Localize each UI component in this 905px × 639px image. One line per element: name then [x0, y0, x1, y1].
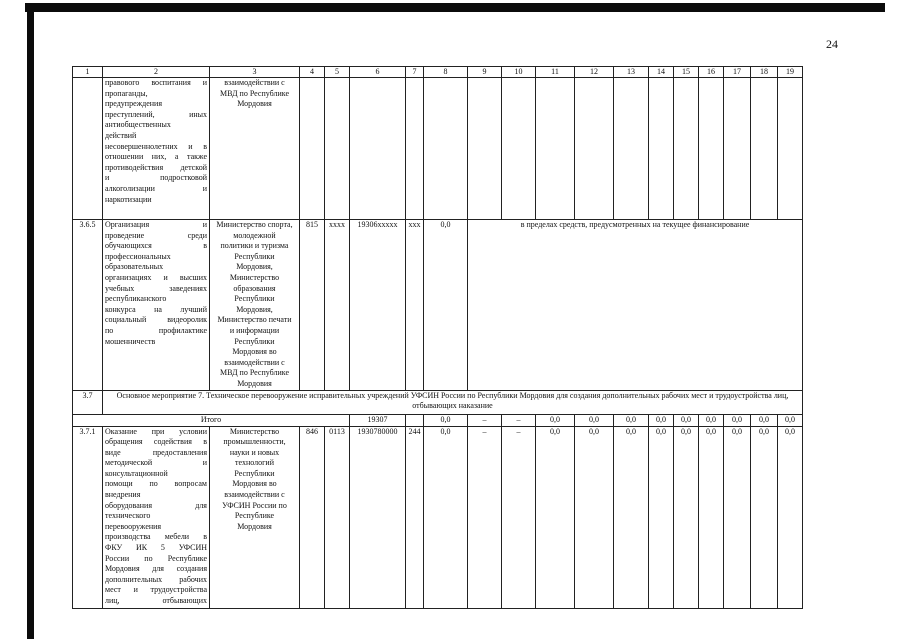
cell-c5: 0113 — [325, 426, 350, 608]
text-line: Министерство — [229, 426, 280, 436]
text-line: Республики — [234, 294, 275, 304]
cell-c8: 0,0 — [424, 426, 468, 608]
text-line: взаимодействии с — [224, 78, 285, 87]
cell-c5: хххх — [325, 220, 350, 391]
cell-c18: 0,0 — [751, 426, 778, 608]
text-line: пропаганды, — [105, 88, 148, 98]
text-line: Организация и — [105, 220, 207, 229]
cell-c13: 0,0 — [614, 426, 649, 608]
cell-c15: 0,0 — [674, 414, 699, 426]
text-line: политики и туризма — [220, 241, 289, 251]
table-row-continuation — [73, 78, 803, 220]
text-line: проведение среди — [105, 230, 207, 240]
table-row-3-6-5 — [73, 220, 803, 391]
text-line: перевооружения — [105, 521, 162, 531]
table-row-total — [73, 414, 803, 426]
text-line: Мордовия — [237, 378, 272, 388]
text-line: социальный видеоролик — [105, 315, 207, 325]
header-col-15: 15 — [674, 67, 699, 78]
text-line: Мордовия во — [232, 347, 277, 357]
financing-note: в пределах средств, предусмотренных на текущее финансирование — [468, 220, 803, 391]
text-line: технологий — [235, 458, 274, 468]
text-line: взаимодействии с — [224, 357, 285, 367]
header-col-13: 13 — [614, 67, 649, 78]
header-col-9: 9 — [468, 67, 502, 78]
header-col-18: 18 — [751, 67, 778, 78]
text-line: Республике — [234, 511, 275, 521]
text-line: технического — [105, 511, 151, 521]
cell-c13: 0,0 — [614, 414, 649, 426]
text-line: лиц, отбывающих — [105, 596, 207, 605]
text-line: Мордовия во — [232, 479, 277, 489]
cell-c8: 0,0 — [424, 414, 468, 426]
header-col-7: 7 — [406, 67, 424, 78]
text-line: республиканского — [105, 294, 167, 304]
text-line: ФКУ ИК 5 УФСИН — [105, 543, 207, 553]
text-line: образовательных — [105, 262, 164, 272]
text-line: обучающихся в — [105, 241, 207, 251]
cell-c16: 0,0 — [699, 414, 724, 426]
text-line: Мордовия для создания — [105, 564, 207, 574]
cell-c19: 0,0 — [778, 426, 803, 608]
left-border-bar — [27, 12, 34, 639]
header-col-1: 1 — [73, 67, 103, 78]
cell-c8: 0,0 — [424, 220, 468, 391]
cell-c12: 0,0 — [575, 426, 614, 608]
text-line: Министерство спорта, — [216, 220, 293, 229]
text-line: наркотизации — [105, 194, 152, 204]
cell-c14: 0,0 — [649, 426, 674, 608]
text-line: и подростковой — [105, 173, 207, 183]
text-line: виде предоставления — [105, 447, 207, 457]
cell-c4: 846 — [300, 426, 325, 608]
cell-c9: – — [468, 426, 502, 608]
cell-num: 3.7.1 — [73, 426, 103, 608]
text-line: консультационной — [105, 468, 168, 478]
cell-c10: – — [502, 426, 536, 608]
cell-c16: 0,0 — [699, 426, 724, 608]
text-line: производства мебели в — [105, 532, 207, 542]
cell-c7: 244 — [406, 426, 424, 608]
text-line: Мордовия, — [236, 262, 273, 272]
text-line: мест и трудоустройства — [105, 585, 207, 595]
cell-c6: 1930780000 — [350, 426, 406, 608]
cell-num: 3.7 — [73, 390, 103, 414]
header-col-11: 11 — [536, 67, 575, 78]
text-line: алкоголизации и — [105, 183, 207, 193]
text-line: МВД по Республике — [219, 88, 290, 98]
text-line: действий — [105, 130, 137, 140]
cell-executor — [210, 220, 300, 391]
cell-c4: 815 — [300, 220, 325, 391]
text-line: промышленности, — [223, 437, 286, 447]
text-line: молодежной — [233, 230, 276, 240]
cell-c17: 0,0 — [724, 426, 751, 608]
table-row-3-7 — [73, 390, 803, 414]
text-line: внедрения — [105, 490, 141, 500]
cell-c12: 0,0 — [575, 414, 614, 426]
cell-c11: 0,0 — [536, 414, 575, 426]
text-line: антиобщественных — [105, 120, 171, 130]
cell-c10: – — [502, 414, 536, 426]
header-col-2: 2 — [103, 67, 210, 78]
cell-executor — [210, 78, 300, 220]
cell-name — [103, 220, 210, 391]
text-line: дополнительных рабочих — [105, 574, 207, 584]
text-line: науки и новых — [229, 447, 280, 457]
header-col-16: 16 — [699, 67, 724, 78]
text-line: учебных заведениях — [105, 283, 207, 293]
header-col-10: 10 — [502, 67, 536, 78]
cell-num: 3.6.5 — [73, 220, 103, 391]
header-col-3: 3 — [210, 67, 300, 78]
cell-c17: 0,0 — [724, 414, 751, 426]
text-line: МВД по Республике — [219, 368, 290, 378]
cell-c9: – — [468, 414, 502, 426]
text-line: организациях и высших — [105, 272, 207, 282]
text-line: правового воспитания и — [105, 78, 207, 87]
text-line: оборудования для — [105, 500, 207, 510]
text-line: отношении них, а также — [105, 152, 207, 162]
cell-c15: 0,0 — [674, 426, 699, 608]
cell-c6: 19307 — [350, 414, 406, 426]
text-line: Министерство — [229, 272, 280, 282]
cell-name — [103, 78, 210, 220]
text-line: Мордовия — [237, 521, 272, 531]
header-col-14: 14 — [649, 67, 674, 78]
text-line: преступлений, иных — [105, 109, 207, 119]
cell-c11: 0,0 — [536, 426, 575, 608]
cell-c7: ххх — [406, 220, 424, 391]
header-col-8: 8 — [424, 67, 468, 78]
text-line: и информации — [229, 325, 280, 335]
cell-name — [103, 426, 210, 608]
text-line: конкурса на лучший — [105, 304, 207, 314]
text-line: Министерство печати — [217, 315, 292, 325]
text-line: Мордовия — [237, 99, 272, 109]
text-line: предупреждения — [105, 99, 163, 109]
text-line: несовершеннолетних и в — [105, 141, 207, 151]
text-line: профессиональных — [105, 251, 171, 261]
cell-c6: 19306ххххх — [350, 220, 406, 391]
program-table — [72, 66, 803, 609]
header-col-4: 4 — [300, 67, 325, 78]
main-activity-title: Основное мероприятие 7. Техническое перевооружение исправительных учреждений УФСИН России по Республики Мордовия для создания дополнительных рабочих мест и трудоустройства лиц, отбывающих наказание — [103, 390, 803, 414]
text-line: помощи по вопросам — [105, 479, 207, 489]
text-line: Республики — [234, 336, 275, 346]
text-line: УФСИН России по — [222, 500, 287, 510]
top-border-bar — [25, 3, 885, 12]
text-line: Мордовия, — [236, 304, 273, 314]
cell-c19: 0,0 — [778, 414, 803, 426]
text-line: Республики — [234, 251, 275, 261]
text-line: России по Республике — [105, 553, 207, 563]
text-line: Республики — [234, 468, 275, 478]
text-line: противодействия детской — [105, 162, 207, 172]
text-line: обращения содействия в — [105, 437, 207, 447]
table-row-3-7-1 — [73, 426, 803, 608]
header-row — [73, 67, 803, 78]
total-label: Итого — [73, 414, 350, 426]
text-line: взаимодействии с — [224, 490, 285, 500]
text-line: по профилактике — [105, 325, 207, 335]
page-number: 24 — [826, 37, 838, 51]
header-col-19: 19 — [778, 67, 803, 78]
text-line: методической и — [105, 458, 207, 468]
cell-c18: 0,0 — [751, 414, 778, 426]
header-col-6: 6 — [350, 67, 406, 78]
text-line: образования — [233, 283, 276, 293]
cell-c14: 0,0 — [649, 414, 674, 426]
text-line: мошенничеств — [105, 336, 156, 346]
cell-num — [73, 78, 103, 220]
header-col-12: 12 — [575, 67, 614, 78]
cell-executor — [210, 426, 300, 608]
header-col-17: 17 — [724, 67, 751, 78]
header-col-5: 5 — [325, 67, 350, 78]
text-line: Оказание при условии — [105, 426, 207, 436]
